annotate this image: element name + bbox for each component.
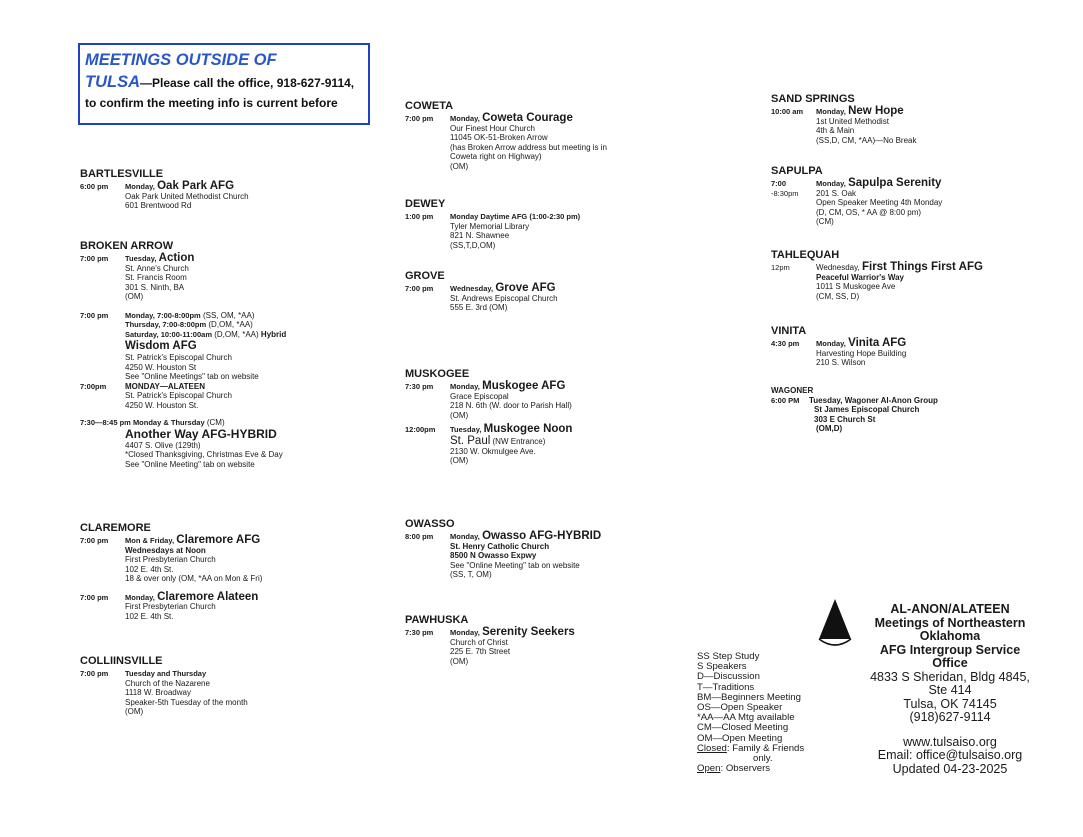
meeting-line: 4250 W. Houston St xyxy=(125,362,197,372)
meeting-line: 218 N. 6th (W. door to Parish Hall) xyxy=(450,401,572,410)
meeting-schedule: 7:30—8:45 pm Monday & Thursday xyxy=(80,418,205,427)
meeting-time: 7:00 pm xyxy=(80,254,109,263)
meeting-time-end: -8:30pm xyxy=(771,188,799,198)
meeting-entry xyxy=(405,382,665,420)
meeting-line: 225 E. 7th Street xyxy=(450,647,511,656)
meeting-tags: (CM) xyxy=(206,418,225,427)
notice-call: —Please call the office, 918-627-9114, xyxy=(140,76,355,90)
meeting-entry xyxy=(405,114,665,171)
meeting-line: Grace Episcopal xyxy=(450,391,509,401)
meeting-name: Claremore Alateen xyxy=(157,590,259,603)
meeting-line: (D, CM, OS, * AA @ 8:00 pm) xyxy=(816,207,922,217)
office-website: www.tulsaiso.org xyxy=(903,734,997,749)
meeting-line: 821 N. Shawnee xyxy=(450,231,510,240)
city-heading: PAWHUSKA xyxy=(405,614,469,626)
updated-date: Updated 04-23-2025 xyxy=(892,761,1008,776)
section-claremore xyxy=(80,522,380,621)
legend-item: D—Discussion xyxy=(697,671,760,683)
meeting-time: 7:00 pm xyxy=(405,114,434,123)
city-heading: BARTLESVILLE xyxy=(80,168,164,180)
meeting-name: Owasso AFG-HYBRID xyxy=(482,530,602,542)
city-heading: COWETA xyxy=(405,100,454,112)
meeting-line: (has Broken Arrow address but meeting is in xyxy=(450,142,607,152)
meeting-entry xyxy=(771,107,1031,145)
city-heading: DEWEY xyxy=(405,198,446,210)
meeting-line: St. Patrick's Episcopal Church xyxy=(125,391,232,400)
legend-open-label: Open xyxy=(697,763,721,775)
meeting-line: 4407 S. Olive (129th) xyxy=(125,440,201,450)
meeting-time: 6:00 pm xyxy=(80,182,109,191)
meeting-time: 7:00 pm xyxy=(80,536,109,545)
meeting-time: 12pm xyxy=(771,263,790,272)
city-heading: GROVE xyxy=(405,270,445,282)
meeting-time: 7:30 pm xyxy=(405,382,434,391)
meeting-entry xyxy=(80,311,380,382)
meeting-name: Vinita AFG xyxy=(848,337,907,349)
meeting-entry xyxy=(405,532,665,580)
meeting-line: See "Online Meeting" tab on website xyxy=(125,459,255,469)
city-heading: SAND SPRINGS xyxy=(771,93,855,105)
meeting-entry xyxy=(771,263,1041,301)
meeting-tags: (D,OM, *AA) xyxy=(208,320,253,329)
meeting-line: *Closed Thanksgiving, Christmas Eve & Day xyxy=(125,450,283,459)
legend-closed-text-2: only. xyxy=(753,753,773,765)
section-dewey xyxy=(405,198,665,250)
meeting-name: Serenity Seekers xyxy=(482,626,575,638)
meeting-line: First Presbyterian Church xyxy=(125,602,216,611)
meeting-day: Wednesday, xyxy=(816,263,860,272)
meeting-day: Monday, xyxy=(125,182,155,191)
meeting-line: St. Anne's Church xyxy=(125,263,189,273)
meeting-line: (CM, SS, D) xyxy=(816,291,860,301)
meeting-line: St. Francis Room xyxy=(125,273,187,282)
meeting-schedule: Thursday, 7:00-8:00pm xyxy=(125,320,207,329)
meeting-entry xyxy=(771,179,1031,227)
legend-item: OM—Open Meeting xyxy=(697,732,783,744)
meeting-place: St. Paul xyxy=(450,434,491,447)
meeting-time: 10:00 am xyxy=(771,107,804,116)
section-tahlequah xyxy=(771,249,1041,301)
meeting-day: Tuesday and Thursday xyxy=(125,669,207,678)
legend-item: S Speakers xyxy=(697,661,747,673)
notice-box xyxy=(78,43,370,125)
meeting-name: Another Way AFG-HYBRID xyxy=(125,426,277,441)
meeting-name: New Hope xyxy=(848,105,904,117)
meeting-line: 1011 S Muskogee Ave xyxy=(816,282,896,291)
meeting-tags: (NW Entrance) xyxy=(492,436,546,446)
meeting-line: 303 E Church St xyxy=(814,414,876,424)
legend-closed-label: Closed xyxy=(697,742,727,754)
office-title: AFG Intergroup Service xyxy=(879,642,1021,657)
office-title: Office xyxy=(932,656,968,670)
meeting-line: Church of the Nazarene xyxy=(125,678,210,688)
meeting-name: Wisdom AFG xyxy=(125,340,197,352)
meeting-line: Church of Christ xyxy=(450,637,508,647)
legend-item: *AA—AA Mtg available xyxy=(697,712,795,724)
section-sand-springs xyxy=(771,93,1031,145)
meeting-time: 8:00 pm xyxy=(405,532,434,541)
city-heading: CLAREMORE xyxy=(80,522,151,534)
meeting-entry xyxy=(771,339,1031,368)
office-title: Oklahoma xyxy=(919,629,981,643)
meeting-line: 4250 W. Houston St. xyxy=(125,400,199,410)
meeting-time: 7:00pm xyxy=(80,381,107,391)
meeting-line: St. Andrews Episcopal Church xyxy=(450,293,558,303)
meeting-line: (CM) xyxy=(816,217,834,226)
meeting-line: 201 S. Oak xyxy=(816,188,857,198)
legend-item: SS Step Study xyxy=(697,651,760,662)
city-heading: TAHLEQUAH xyxy=(771,249,840,261)
meeting-day: Monday, xyxy=(816,179,846,188)
meeting-time: 12:00pm xyxy=(405,425,436,434)
meeting-entry xyxy=(80,590,380,622)
meeting-line: (OM,D) xyxy=(816,424,843,433)
office-address: 4833 S Sheridan, Bldg 4845, xyxy=(870,669,1030,684)
office-address: Tulsa, OK 74145 xyxy=(903,696,997,711)
meeting-day: Monday, xyxy=(450,382,480,391)
meeting-line: 102 E. 4th St. xyxy=(125,611,174,621)
office-phone: (918)627-9114 xyxy=(909,710,991,724)
meeting-time: 1:00 pm xyxy=(405,212,434,221)
meeting-schedule: Monday, 7:00-8:00pm xyxy=(125,310,201,320)
legend-item: CM—Closed Meeting xyxy=(697,722,789,734)
meeting-schedule: Saturday, 10:00-11:00am xyxy=(125,329,212,339)
meeting-time: 4:30 pm xyxy=(771,339,800,348)
hybrid-label: Hybrid xyxy=(260,329,287,339)
meeting-time: 7:00 pm xyxy=(80,310,109,320)
meeting-line: 8500 N Owasso Expwy xyxy=(450,551,537,560)
meeting-entry xyxy=(405,212,665,250)
meeting-line: (OM) xyxy=(450,410,469,420)
meeting-name: Action xyxy=(158,252,195,264)
meeting-entry xyxy=(80,382,380,411)
section-vinita xyxy=(771,325,1031,368)
meeting-name: Sapulpa Serenity xyxy=(848,177,942,189)
meeting-time: 7:00 pm xyxy=(80,669,109,678)
meeting-line: First Presbyterian Church xyxy=(125,555,216,564)
city-heading: BROKEN ARROW xyxy=(80,240,174,252)
meeting-line: Our Finest Hour Church xyxy=(450,123,535,133)
meeting-name: First Things First AFG xyxy=(861,261,983,273)
meeting-line: Harvesting Hope Building xyxy=(816,348,907,358)
section-pawhuska xyxy=(405,614,665,666)
section-coweta xyxy=(405,100,665,171)
legend-item: BM—Beginners Meeting xyxy=(697,691,801,703)
section-grove xyxy=(405,270,665,313)
city-heading: WAGONER xyxy=(771,386,814,395)
meeting-day: Monday, xyxy=(450,532,480,541)
meeting-name: Muskogee AFG xyxy=(482,380,566,392)
meeting-line: 601 Brentwood Rd xyxy=(125,201,192,210)
office-title: AL-ANON/ALATEEN xyxy=(890,602,1010,616)
meeting-line: 210 S. Wilson xyxy=(816,358,866,367)
meeting-name: Muskogee Noon xyxy=(483,423,573,435)
meeting-time: 6:00 PM xyxy=(771,395,800,405)
meeting-entry xyxy=(405,628,665,666)
city-heading: MUSKOGEE xyxy=(405,368,470,380)
city-heading: OWASSO xyxy=(405,518,455,530)
meeting-line: See "Online Meeting" tab on website xyxy=(450,560,580,570)
notice-line-3: to confirm the meeting info is current before xyxy=(85,96,338,110)
meeting-line: 11045 OK-51-Broken Arrow xyxy=(450,133,548,142)
meeting-line: St. Patrick's Episcopal Church xyxy=(125,353,232,362)
meeting-line: (OM) xyxy=(450,161,469,171)
meeting-entry xyxy=(80,669,380,717)
meeting-line: Oak Park United Methodist Church xyxy=(125,191,249,201)
meeting-name: MONDAY—ALATEEN xyxy=(125,381,206,391)
section-bartlesville xyxy=(80,168,380,211)
legend-closed-text: : Family & Friends xyxy=(726,742,805,754)
meeting-line: 301 S. Ninth, BA xyxy=(125,282,185,292)
meeting-line: 1118 W. Broadway xyxy=(125,688,191,697)
meeting-day: Monday, xyxy=(125,592,155,602)
section-wagoner xyxy=(771,386,1031,434)
meeting-time: 7:00 pm xyxy=(405,284,434,293)
meeting-tags: (D,OM, *AA) xyxy=(214,329,259,339)
city-heading: SAPULPA xyxy=(771,165,823,177)
meeting-line: 18 & over only (OM, *AA on Mon & Fri) xyxy=(125,574,263,583)
meeting-time: 7:00 xyxy=(771,179,787,188)
office-info xyxy=(850,603,1050,776)
meeting-entry xyxy=(80,182,380,211)
section-colliinsville xyxy=(80,655,380,717)
meeting-line: Speaker-5th Tuesday of the month xyxy=(125,697,248,707)
meeting-line: 4th & Main xyxy=(816,126,855,135)
meeting-time: 7:30 pm xyxy=(405,628,434,637)
legend-item: T—Traditions xyxy=(697,681,755,693)
meeting-day: Mon & Friday, xyxy=(125,536,175,545)
section-broken-arrow xyxy=(80,240,380,469)
meeting-day: Monday, xyxy=(816,107,846,116)
notice-line-1: MEETINGS OUTSIDE OF xyxy=(85,51,277,69)
meeting-line: (OM) xyxy=(450,656,469,666)
meeting-name: Claremore AFG xyxy=(176,534,261,546)
meeting-day: Wednesday, xyxy=(450,284,494,293)
meeting-line: 555 E. 3rd (OM) xyxy=(450,303,508,312)
section-muskogee xyxy=(405,368,665,466)
city-heading: VINITA xyxy=(771,325,807,337)
meeting-line: (SS,T,D,OM) xyxy=(450,240,496,250)
meeting-line: Open Speaker Meeting 4th Monday xyxy=(816,198,943,207)
meeting-line: See "Online Meetings" tab on website xyxy=(125,372,259,381)
meeting-line: 2130 W. Okmulgee Ave. xyxy=(450,446,536,456)
meeting-entry xyxy=(405,425,665,466)
meeting-day: Monday, xyxy=(450,114,480,123)
meeting-line: (OM) xyxy=(450,456,469,465)
meeting-name: Tuesday, Wagoner Al-Anon Group xyxy=(809,395,938,405)
meeting-line: 1st United Methodist xyxy=(816,116,889,126)
notice-tulsa: TULSA xyxy=(85,73,140,91)
meeting-line: Coweta right on Highway) xyxy=(450,152,542,161)
office-address: Ste 414 xyxy=(928,683,972,697)
legend-open-text: : Observers xyxy=(720,763,771,775)
meeting-day: Monday, xyxy=(450,628,480,637)
meeting-line: (SS, T, OM) xyxy=(450,570,492,579)
meeting-name: Monday Daytime AFG (1:00-2:30 pm) xyxy=(450,212,581,221)
meeting-entry xyxy=(80,418,380,469)
meeting-day: Monday, xyxy=(816,339,846,348)
meeting-entry xyxy=(771,396,1031,434)
meeting-name: Grove AFG xyxy=(495,282,556,294)
al-anon-logo-icon xyxy=(816,597,854,649)
meeting-entry xyxy=(405,284,665,313)
section-owasso xyxy=(405,518,665,580)
city-heading: COLLIINSVILLE xyxy=(80,655,163,667)
meeting-line: St. Henry Catholic Church xyxy=(450,541,550,551)
office-email: Email: office@tulsaiso.org xyxy=(877,748,1023,762)
meeting-day: Tuesday, xyxy=(450,425,482,434)
meeting-entry xyxy=(80,254,380,302)
meeting-line: St James Episcopal Church xyxy=(814,405,920,414)
meeting-line: Tyler Memorial Library xyxy=(450,221,530,231)
section-sapulpa xyxy=(771,165,1031,227)
legend-item xyxy=(697,764,832,774)
office-title: Meetings of Northeastern xyxy=(874,615,1026,630)
abbreviation-legend xyxy=(697,652,832,774)
meeting-line: (OM) xyxy=(125,707,144,716)
meeting-line: (SS,D, CM, *AA)—No Break xyxy=(816,135,917,145)
meeting-name: Coweta Courage xyxy=(482,112,573,124)
meeting-line: 102 E. 4th St. xyxy=(125,564,174,574)
meeting-line: Peaceful Warrior's Way xyxy=(816,272,905,282)
meeting-line: Wednesdays at Noon xyxy=(125,545,206,555)
meeting-line: (OM) xyxy=(125,292,144,301)
meeting-entry xyxy=(80,536,380,584)
meeting-tags: (SS, OM, *AA) xyxy=(202,310,255,320)
legend-item: OS—Open Speaker xyxy=(697,702,783,714)
meeting-time: 7:00 pm xyxy=(80,592,109,602)
meeting-name: Oak Park AFG xyxy=(157,180,235,192)
meeting-day: Tuesday, xyxy=(125,254,157,263)
